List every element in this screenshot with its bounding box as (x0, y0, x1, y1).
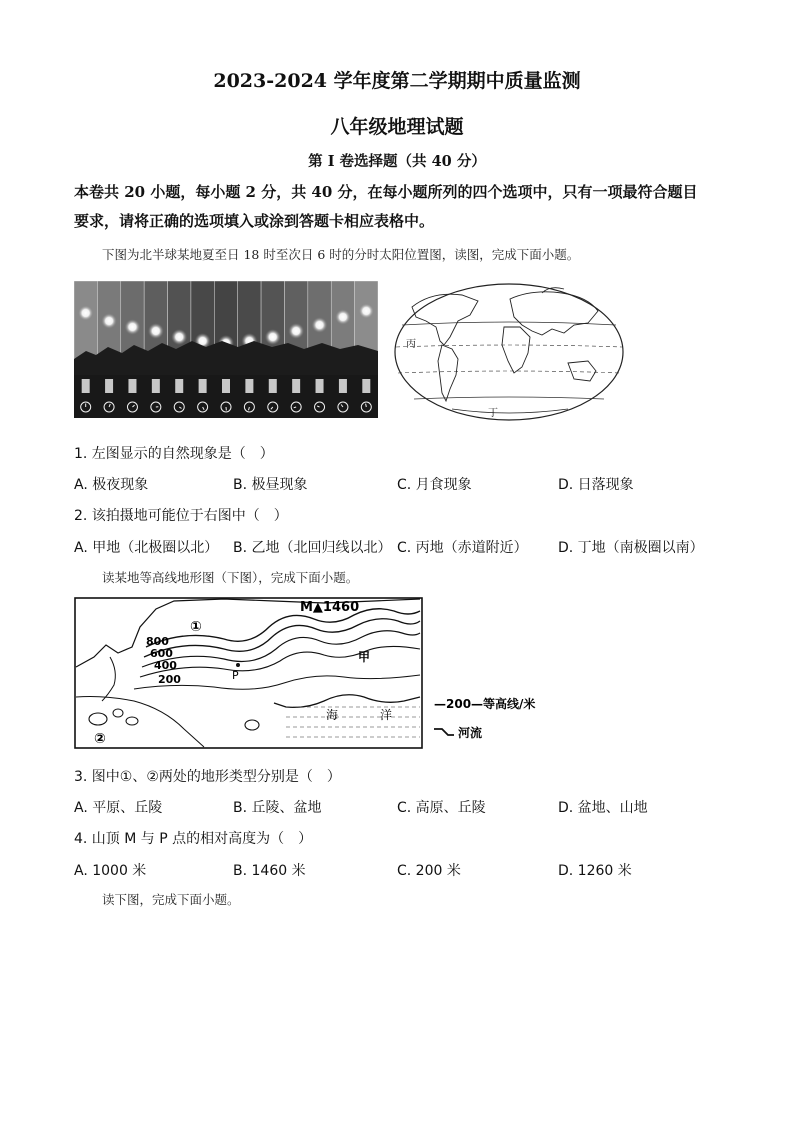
q2-option-b[interactable]: B. 乙地（北回归线以北） (233, 540, 392, 556)
q1-option-c[interactable]: C. 月食现象 (397, 477, 472, 493)
sun-glow (101, 313, 117, 329)
sun-reflection (362, 379, 370, 393)
question-4: 4. 山顶 M 与 P 点的相对高度为（ ） (74, 831, 313, 847)
sun-glow (312, 317, 328, 333)
marker-2: ② (94, 731, 106, 747)
exam-subtitle: 八年级地理试题 (330, 116, 464, 138)
sun-glow (148, 323, 164, 339)
group2-note: 读某地等高线地形图（下图），完成下面小题。 (102, 570, 359, 585)
sun-glow (124, 319, 140, 335)
sun-reflection (199, 379, 207, 393)
q3-option-c[interactable]: C. 高原、丘陵 (397, 800, 486, 816)
q4-option-a[interactable]: A. 1000 米 (74, 863, 147, 879)
contour-200: 200 (158, 673, 181, 686)
exam-title: 2023-2024 学年度第二学期期中质量监测 (213, 70, 581, 92)
legend-river: 河流 (458, 726, 483, 740)
sun-reflection (175, 379, 183, 393)
sun-glow (288, 323, 304, 339)
world-map (392, 281, 626, 423)
clock-hand (366, 404, 367, 407)
q1-option-a[interactable]: A. 极夜现象 (74, 477, 149, 493)
question-1: 1. 左图显示的自然现象是（ ） (74, 446, 274, 462)
point-p: P (232, 669, 239, 682)
instructions-line-1: 本卷共 20 小题，每小题 2 分，共 40 分，在每小题所列的四个选项中，只有一项最符合题目 (74, 183, 698, 201)
q4-option-d[interactable]: D. 1260 米 (558, 863, 632, 879)
q2-option-d[interactable]: D. 丁地（南极圈以南） (558, 540, 704, 556)
label-jia: 甲 (358, 650, 371, 664)
sun-reflection (152, 379, 160, 393)
sun-reflection (105, 379, 113, 393)
q4-option-b[interactable]: B. 1460 米 (233, 863, 306, 879)
q3-option-b[interactable]: B. 丘陵、盆地 (233, 800, 322, 816)
marker-1: ① (190, 619, 202, 635)
question-3: 3. 图中①、②两处的地形类型分别是（ ） (74, 769, 341, 785)
sun-glow (358, 303, 374, 319)
legend-contour: —200—等高线/米 (434, 697, 536, 711)
label-ocean: 洋 (380, 708, 393, 722)
sun-reflection (222, 379, 230, 393)
sun-reflection (339, 379, 347, 393)
sun-reflection (316, 379, 324, 393)
map-label-ding: 丁 (488, 408, 498, 419)
contour-map (74, 597, 540, 750)
peak-m-label: M▲1460 (300, 600, 360, 615)
q3-option-d[interactable]: D. 盆地、山地 (558, 800, 648, 816)
question-2: 2. 该拍摄地可能位于右图中（ ） (74, 508, 288, 524)
label-sea: 海 (326, 708, 339, 722)
sun-glow (171, 329, 187, 345)
clock-hand (294, 407, 296, 408)
contour-400: 400 (154, 659, 177, 672)
contour-800: 800 (146, 635, 169, 648)
q4-option-c[interactable]: C. 200 米 (397, 863, 461, 879)
q2-option-c[interactable]: C. 丙地（赤道附近） (397, 540, 528, 556)
sun-reflection (269, 379, 277, 393)
section-heading: 第 I 卷选择题（共 40 分） (308, 153, 486, 170)
map-label-bing: 丙 (406, 339, 416, 350)
sun-glow (265, 329, 281, 345)
q2-option-a[interactable]: A. 甲地（北极圈以北） (74, 540, 219, 556)
sun-reflection (245, 379, 253, 393)
sun-reflection (82, 379, 90, 393)
river-legend-icon (434, 729, 454, 735)
group3-note: 读下图，完成下面小题。 (102, 892, 240, 907)
group1-note: 下图为北半球某地夏至日 18 时至次日 6 时的分时太阳位置图，读图，完成下面小题。 (102, 247, 580, 262)
q3-option-a[interactable]: A. 平原、丘陵 (74, 800, 163, 816)
sun-reflection (128, 379, 136, 393)
q1-option-d[interactable]: D. 日落现象 (558, 477, 634, 493)
instructions-line-2: 要求，请将正确的选项填入或涂到答题卡相应表格中。 (74, 212, 435, 230)
sun-reflection (292, 379, 300, 393)
sun-glow (335, 309, 351, 325)
q1-option-b[interactable]: B. 极昼现象 (233, 477, 308, 493)
sun-glow (78, 305, 94, 321)
sun-position-photo (74, 281, 378, 418)
contour-600: 600 (150, 647, 173, 660)
